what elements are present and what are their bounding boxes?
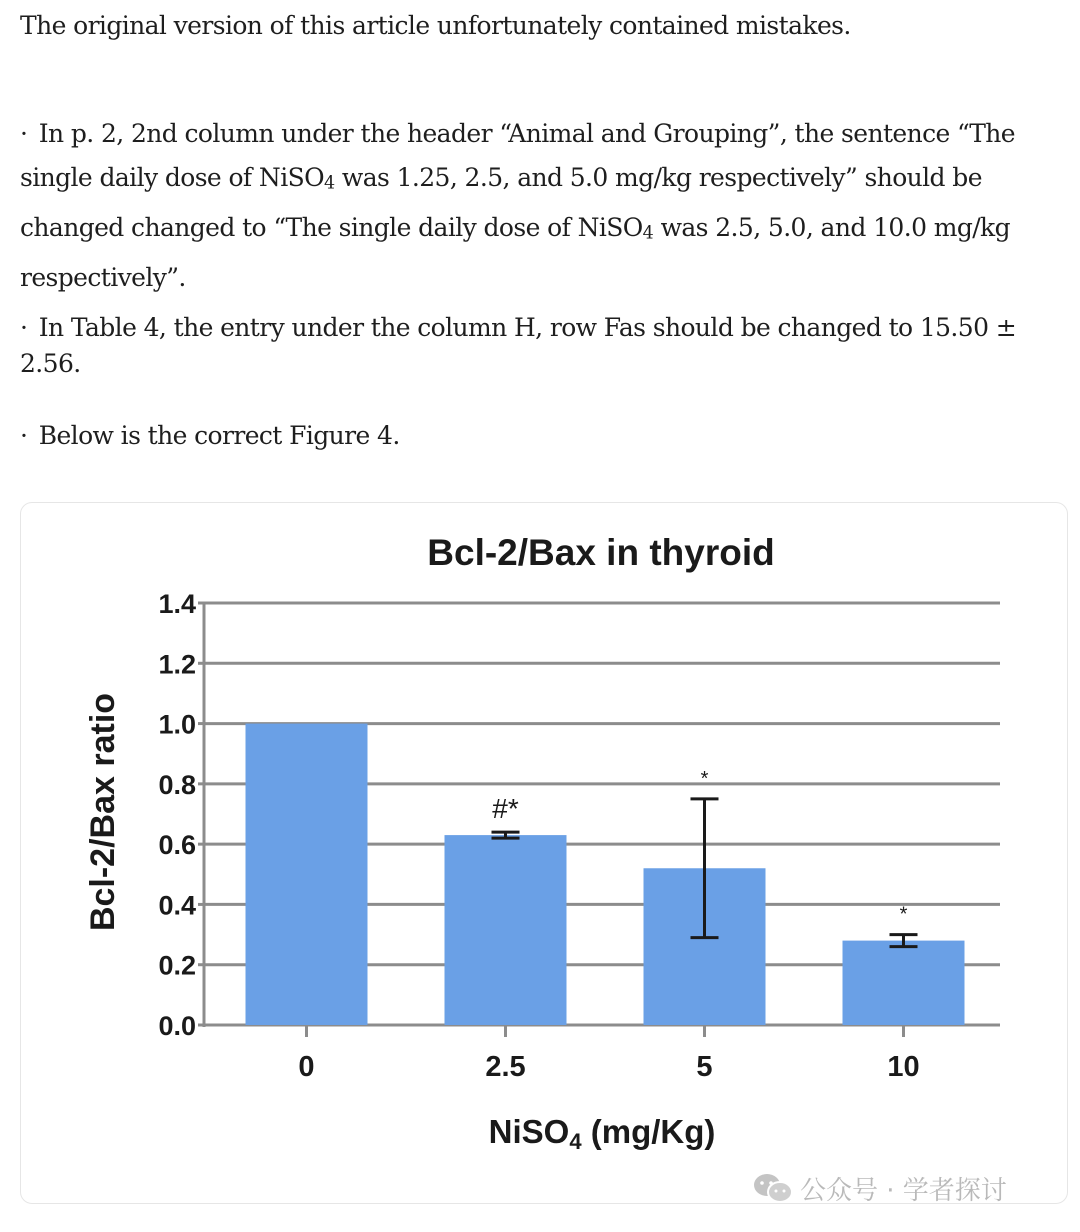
item3-text: Below is the correct Figure 4. [38, 421, 400, 450]
x-axis-label [489, 1113, 716, 1154]
item1-subscript-2: 4 [642, 223, 654, 244]
bar [445, 835, 567, 1025]
item2-text: In Table 4, the entry under the column H, row Fas should be changed to 15.50 ± 2.56. [20, 313, 1017, 378]
x-tick-label: 10 [887, 1051, 920, 1083]
x-axis-label-unit: (mg/Kg) [581, 1113, 716, 1150]
y-axis-label: Bcl-2/Bax ratio [84, 692, 122, 932]
item1-part-a: In p. 2, 2nd column under the header “Animal and Grouping”, the sentence “The single daily dose of NiSO [20, 119, 1016, 192]
y-tick-label: 0.6 [158, 830, 196, 861]
intro-paragraph: The original version of this article unfortunately contained mistakes. [20, 11, 851, 40]
y-tick-label: 1.0 [158, 709, 196, 740]
y-tick-label: 0.4 [158, 890, 196, 921]
chart-title: Bcl-2/Bax in thyroid [427, 532, 775, 573]
x-tick-label: 2.5 [485, 1051, 526, 1083]
item1-subscript-1: 4 [324, 173, 335, 194]
watermark [752, 1170, 1007, 1206]
watermark-text: 公众号 · 学者探讨 [800, 1175, 1007, 1206]
wechat-icon [752, 1172, 794, 1204]
bullet: · [20, 421, 28, 450]
bars [246, 724, 965, 1025]
y-tick-label: 0.2 [158, 950, 196, 981]
significance-annotation: #* [492, 793, 519, 825]
bar [843, 941, 965, 1025]
bar [246, 724, 368, 1025]
y-tick-label: 1.2 [158, 649, 196, 680]
bullet: · [20, 119, 28, 148]
bullet: · [20, 313, 28, 342]
x-tick-label: 5 [696, 1051, 713, 1083]
y-tick-label: 0.8 [158, 769, 196, 800]
x-tick-label: 0 [298, 1051, 315, 1083]
y-tick-label: 1.4 [158, 589, 196, 619]
significance-annotation: * [700, 767, 709, 790]
significance-annotation: * [899, 903, 908, 926]
y-tick-label: 0.0 [158, 1011, 196, 1041]
x-axis-label-subscript: 4 [569, 1129, 582, 1154]
item1-part-c: was 2.5, 5.0, and 10.0 mg/kg respectively”. [20, 212, 1011, 292]
x-axis-label-main: NiSO [488, 1113, 570, 1150]
item1-part-b: was 1.25, 2.5, and 5.0 mg/kg respectively” should be changed changed to “The single daily dose of NiSO [20, 162, 982, 242]
